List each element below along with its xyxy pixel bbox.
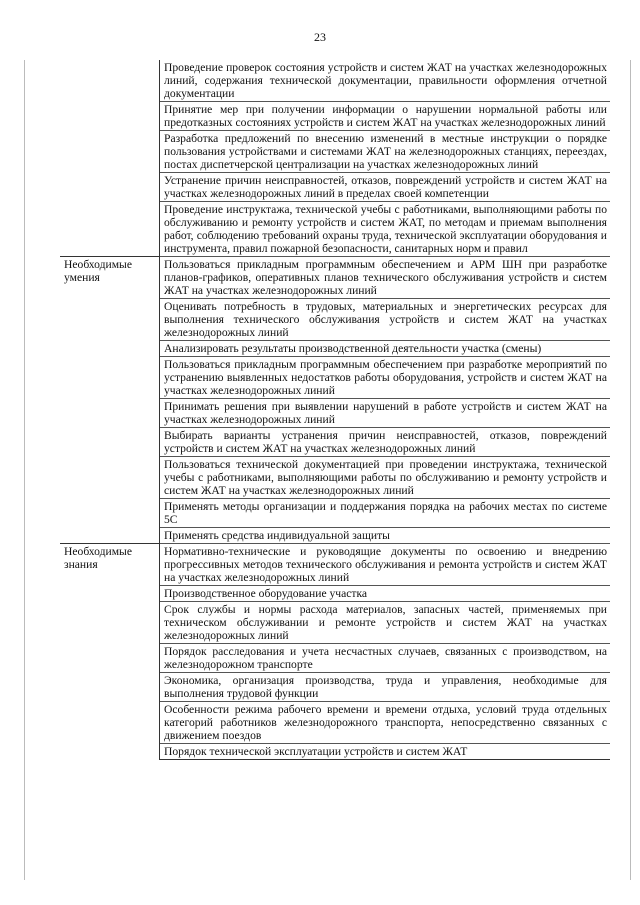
section-label bbox=[60, 202, 160, 257]
table-row bbox=[60, 341, 610, 357]
section-label bbox=[60, 586, 160, 602]
section-label bbox=[60, 457, 160, 499]
requirement-text: Производственное оборудование участка bbox=[160, 586, 611, 602]
requirement-text: Пользоваться прикладным программным обеспечением и АРМ ШН при разработке планов-графиков, оперативных планов технического обслуживания устройств и систем ЖАТ на участках железнодорожных линий bbox=[160, 257, 611, 299]
section-label bbox=[60, 131, 160, 173]
requirement-text: Порядок расследования и учета несчастных случаев, связанных с производством, на железнодорожном транспорте bbox=[160, 644, 611, 673]
section-label bbox=[60, 528, 160, 544]
section-label bbox=[60, 673, 160, 702]
table-row bbox=[60, 60, 610, 102]
table-row bbox=[60, 202, 610, 257]
table-row bbox=[60, 428, 610, 457]
section-label: Необходимые знания bbox=[60, 544, 160, 586]
requirement-text: Пользоваться прикладным программным обеспечением при разработке мероприятий по устранению выявленных недостатков работы оборудования, устройств и систем ЖАТ на участках железнодорожных линий bbox=[160, 357, 611, 399]
table-row bbox=[60, 357, 610, 399]
section-label bbox=[60, 102, 160, 131]
requirement-text: Экономика, организация производства, труда и управления, необходимые для выполнения трудовой функции bbox=[160, 673, 611, 702]
section-label bbox=[60, 341, 160, 357]
requirement-text: Анализировать результаты производственной деятельности участка (смены) bbox=[160, 341, 611, 357]
section-label bbox=[60, 702, 160, 744]
table-row bbox=[60, 528, 610, 544]
table-row bbox=[60, 299, 610, 341]
requirement-text: Порядок технической эксплуатации устройств и систем ЖАТ bbox=[160, 744, 611, 760]
section-label bbox=[60, 173, 160, 202]
section-label bbox=[60, 499, 160, 528]
requirement-text: Принимать решения при выявлении нарушений в работе устройств и систем ЖАТ на участках железнодорожных линий bbox=[160, 399, 611, 428]
scan-margin-mark bbox=[24, 60, 25, 880]
section-label bbox=[60, 644, 160, 673]
table-row bbox=[60, 673, 610, 702]
scan-margin-mark bbox=[630, 60, 631, 880]
requirement-text: Оценивать потребность в трудовых, материальных и энергетических ресурсах для выполнения технического обслуживания устройств и систем ЖАТ на участках железнодорожных линий bbox=[160, 299, 611, 341]
requirement-text: Проведение инструктажа, технической учебы с работниками, выполняющими работы по обслуживанию и ремонту устройств и систем ЖАТ, по методам и приемам выполнения работ, соблюдению требований охраны труда, технической эксплуатации оборудования и инструмента, правил пожарной безопасности, санитарных норм и правил bbox=[160, 202, 611, 257]
section-label bbox=[60, 428, 160, 457]
requirement-text: Особенности режима рабочего времени и времени отдыха, условий труда отдельных категорий работников железнодорожного транспорта, непосредственно связанных с движением поездов bbox=[160, 702, 611, 744]
table-row bbox=[60, 499, 610, 528]
table-row bbox=[60, 744, 610, 760]
table-row bbox=[60, 644, 610, 673]
requirement-text: Срок службы и нормы расхода материалов, запасных частей, применяемых при техническом обслуживании и ремонте устройств и систем ЖАТ на участках железнодорожных линий bbox=[160, 602, 611, 644]
requirement-text: Разработка предложений по внесению изменений в местные инструкции о порядке пользования устройствами и системами ЖАТ на железнодорожных станциях, переездах, постах диспетчерской централизации на участках железнодорожных линий bbox=[160, 131, 611, 173]
requirement-text: Применять средства индивидуальной защиты bbox=[160, 528, 611, 544]
page-number: 23 bbox=[314, 30, 326, 44]
section-label bbox=[60, 60, 160, 102]
table-row bbox=[60, 544, 610, 586]
table-row bbox=[60, 399, 610, 428]
table-row bbox=[60, 257, 610, 299]
requirement-text: Устранение причин неисправностей, отказов, повреждений устройств и систем ЖАТ на участках железнодорожных линий в пределах своей компетенции bbox=[160, 173, 611, 202]
requirement-text: Выбирать варианты устранения причин неисправностей, отказов, повреждений устройств и систем ЖАТ на участках железнодорожных линий bbox=[160, 428, 611, 457]
table-row bbox=[60, 702, 610, 744]
section-label bbox=[60, 744, 160, 760]
table-row bbox=[60, 102, 610, 131]
table-row bbox=[60, 602, 610, 644]
requirement-text: Проведение проверок состояния устройств и систем ЖАТ на участках железнодорожных линий, содержания технической документации, правильности оформления отчетной документации bbox=[160, 60, 611, 102]
requirements-table bbox=[60, 60, 610, 760]
requirement-text: Принятие мер при получении информации о нарушении нормальной работы или предотказных состояниях устройств и систем ЖАТ на участках железнодорожных линий bbox=[160, 102, 611, 131]
requirement-text: Применять методы организации и поддержания порядка на рабочих местах по системе 5С bbox=[160, 499, 611, 528]
section-label bbox=[60, 357, 160, 399]
section-label: Необходимые умения bbox=[60, 257, 160, 299]
requirement-text: Пользоваться технической документацией при проведении инструктажа, технической учебы с работниками, выполняющими работы по обслуживанию и ремонту устройств и систем ЖАТ на участках железнодорожных линий bbox=[160, 457, 611, 499]
table-row bbox=[60, 586, 610, 602]
section-label bbox=[60, 299, 160, 341]
table-row bbox=[60, 173, 610, 202]
table-row bbox=[60, 131, 610, 173]
table-row bbox=[60, 457, 610, 499]
section-label bbox=[60, 602, 160, 644]
requirement-text: Нормативно-технические и руководящие документы по освоению и внедрению прогрессивных методов технического обслуживания и ремонта устройств и систем ЖАТ на участках железнодорожных линий bbox=[160, 544, 611, 586]
section-label bbox=[60, 399, 160, 428]
